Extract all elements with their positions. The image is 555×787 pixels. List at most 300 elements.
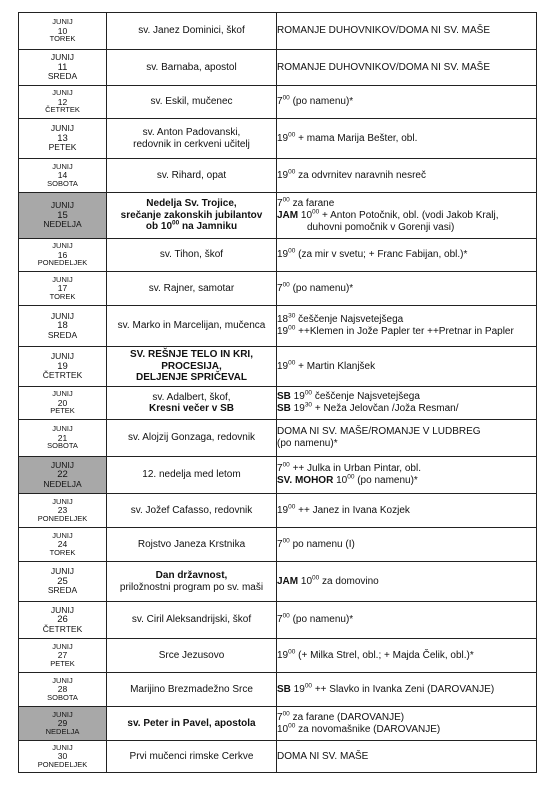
text-line — [107, 96, 276, 108]
schedule-row — [19, 673, 537, 707]
text-run: DOMA NI SV. MAŠE/ROMANJE V LUDBREG — [277, 426, 481, 437]
text-run: 10 — [298, 575, 313, 587]
day-number: 29 — [57, 718, 68, 729]
date-cell — [19, 193, 107, 239]
feast-cell — [107, 707, 277, 741]
text-run: 19 — [277, 360, 289, 372]
mass-intentions-cell — [277, 347, 537, 387]
weekday-label: SREDA — [47, 329, 78, 340]
weekday-label: SREDA — [47, 585, 78, 596]
text-run: (+ Milka Strel, obl.; + Majda Čelik, obl.)* — [295, 649, 474, 661]
text-line — [277, 25, 536, 37]
weekday-label: PONEDELJEK — [37, 513, 88, 523]
text-line — [277, 326, 536, 338]
weekday-label: TOREK — [49, 547, 76, 557]
text-run: (po namenu)* — [277, 438, 338, 449]
superscript-minutes: 00 — [288, 131, 296, 139]
date-cell — [19, 707, 107, 741]
mass-intentions-cell — [277, 602, 537, 639]
text-line — [107, 320, 276, 332]
mass-intentions-cell — [277, 457, 537, 494]
text-run: 10 — [298, 209, 313, 221]
day-number: 15 — [57, 209, 68, 221]
feast-cell — [107, 562, 277, 602]
text-line — [107, 403, 276, 415]
text-run: DOMA NI SV. MAŠE — [277, 750, 369, 762]
day-number: 28 — [57, 684, 68, 695]
superscript-minutes: 30 — [288, 312, 296, 320]
day-number: 27 — [57, 650, 68, 661]
text-line — [107, 127, 276, 139]
feast-cell — [107, 639, 277, 673]
text-run: za farane (DAROVANJE) — [289, 711, 405, 723]
month-label: JUNIJ — [52, 274, 73, 284]
text-run: SV. REŠNJE TELO IN KRI, — [130, 349, 253, 361]
schedule-row — [19, 420, 537, 457]
text-run: (za mir v svetu; + Franc Fabijan, obl.)* — [295, 249, 468, 260]
feast-cell — [107, 239, 277, 272]
text-run: + Martin Klanjšek — [295, 360, 376, 372]
text-run: 7 — [277, 282, 283, 294]
feast-cell — [107, 602, 277, 639]
date-cell — [19, 639, 107, 673]
text-line — [107, 25, 276, 37]
text-run: češčenje Najsvetejšega — [295, 314, 404, 325]
text-line — [277, 62, 536, 74]
month-label: JUNIJ — [52, 530, 73, 540]
date-cell — [19, 562, 107, 602]
schedule-row — [19, 159, 537, 193]
text-run: 7 — [277, 197, 283, 209]
day-number: 17 — [57, 283, 68, 294]
text-run: redovnik in cerkveni učitelj — [133, 138, 250, 150]
schedule-row — [19, 13, 537, 50]
text-run: za novomašnike (DAROVANJE) — [295, 723, 441, 735]
month-label: JUNIJ — [52, 709, 73, 719]
date-cell — [19, 306, 107, 347]
month-label: JUNIJ — [50, 200, 75, 211]
date-cell — [19, 741, 107, 773]
text-run: Marijino Brezmadežno Srce — [130, 683, 253, 695]
feast-cell — [107, 420, 277, 457]
schedule-row — [19, 741, 537, 773]
month-label: JUNIJ — [52, 496, 73, 506]
feast-cell — [107, 673, 277, 707]
weekday-label: SOBOTA — [47, 441, 78, 451]
text-run: PROCESIJA, — [161, 360, 222, 372]
text-run: sv. Rihard, opat — [156, 169, 227, 181]
text-run: sv. Anton Padovanski, — [142, 127, 241, 138]
feast-cell — [107, 457, 277, 494]
text-run: 7 — [277, 463, 283, 474]
text-line — [107, 372, 276, 384]
text-run: srečanje zakonskih jubilantov — [120, 209, 263, 221]
mass-intentions-cell — [277, 420, 537, 457]
weekday-label: ČETRTEK — [45, 105, 80, 115]
text-run: SB — [277, 683, 291, 695]
superscript-minutes: 00 — [282, 94, 290, 102]
text-run: za farane — [289, 197, 335, 209]
text-run: 19 — [277, 504, 289, 516]
schedule-row — [19, 347, 537, 387]
text-line — [277, 539, 536, 551]
text-run: ROMANJE DUHOVNIKOV/DOMA NI SV. MAŠE — [277, 25, 491, 36]
text-run: po namenu (I) — [289, 538, 355, 550]
day-number: 24 — [57, 539, 68, 550]
month-label: JUNIJ — [52, 88, 73, 98]
date-cell — [19, 159, 107, 193]
text-run: (po namenu)* — [289, 282, 354, 294]
text-run: JAM — [277, 209, 299, 221]
feast-cell — [107, 86, 277, 119]
text-run: sv. Alojzij Gonzaga, redovnik — [127, 432, 256, 444]
superscript-minutes: 00 — [347, 473, 355, 481]
text-run: 7 — [277, 711, 283, 723]
text-line — [107, 62, 276, 74]
superscript-minutes: 00 — [282, 537, 290, 545]
weekday-label: PETEK — [48, 142, 77, 153]
mass-intentions-cell — [277, 387, 537, 420]
text-line — [107, 582, 276, 594]
day-number: 14 — [57, 170, 68, 181]
text-line — [107, 139, 276, 151]
text-line — [277, 133, 536, 145]
date-cell — [19, 347, 107, 387]
mass-intentions-cell — [277, 193, 537, 239]
schedule-body — [19, 13, 537, 773]
text-run: za domovino — [319, 575, 379, 587]
text-line — [107, 249, 276, 261]
weekday-label: SREDA — [47, 71, 78, 82]
weekday-label: NEDELJA — [45, 726, 80, 736]
schedule-row — [19, 119, 537, 159]
superscript-minutes: 00 — [172, 219, 180, 227]
mass-intentions-cell — [277, 86, 537, 119]
text-line — [277, 391, 536, 403]
day-number: 22 — [57, 469, 68, 481]
weekday-label: SOBOTA — [47, 178, 78, 188]
text-line — [107, 432, 276, 444]
text-run: sv. Ciril Aleksandrijski, škof — [131, 614, 252, 626]
schedule-row — [19, 239, 537, 272]
text-line — [277, 751, 536, 763]
text-run: 12. nedelja med letom — [142, 469, 241, 481]
feast-cell — [107, 193, 277, 239]
mass-intentions-cell — [277, 741, 537, 773]
text-line — [277, 463, 536, 475]
weekday-label: NEDELJA — [43, 478, 82, 489]
text-run: ++ Julka in Urban Pintar, obl. — [289, 463, 421, 474]
schedule-row — [19, 306, 537, 347]
month-label: JUNIJ — [52, 424, 73, 434]
text-line — [277, 426, 536, 438]
text-run: 19 — [277, 649, 289, 661]
superscript-minutes: 00 — [288, 359, 296, 367]
text-run: (po namenu)* — [289, 614, 354, 625]
text-run: sv. Adalbert, škof, — [152, 391, 231, 403]
text-run: ++ Janez in Ivana Kozjek — [295, 504, 410, 516]
text-run: ob 10 — [145, 221, 173, 233]
day-number: 21 — [57, 432, 68, 443]
text-line — [277, 361, 536, 373]
day-number: 11 — [57, 61, 68, 73]
text-line — [107, 718, 276, 730]
feast-cell — [107, 159, 277, 193]
text-line — [277, 96, 536, 108]
text-line — [107, 614, 276, 626]
schedule-row — [19, 602, 537, 639]
superscript-minutes: 00 — [288, 247, 296, 255]
date-cell — [19, 119, 107, 159]
text-run: sv. Tihon, škof — [159, 249, 224, 261]
mass-intentions-cell — [277, 562, 537, 602]
text-run: Kresni večer v SB — [148, 403, 235, 414]
text-line — [277, 170, 536, 182]
text-run: češčenje Najsvetejšega — [312, 391, 420, 402]
date-cell — [19, 420, 107, 457]
month-label: JUNIJ — [50, 351, 75, 362]
text-line — [277, 505, 536, 517]
month-label: JUNIJ — [52, 742, 73, 752]
superscript-minutes: 00 — [282, 281, 290, 289]
day-number: 20 — [57, 397, 68, 408]
text-run: SB — [277, 403, 291, 414]
text-line — [277, 724, 536, 736]
text-run: 19 — [290, 391, 305, 402]
weekday-label: ČETRTEK — [42, 623, 83, 634]
text-line — [107, 283, 276, 295]
superscript-minutes: 00 — [312, 574, 320, 582]
text-run: za odvrnitev naravnih nesreč — [295, 169, 426, 181]
month-label: JUNIJ — [52, 641, 73, 651]
date-cell — [19, 86, 107, 119]
text-run: 19 — [277, 169, 289, 181]
weekday-label: TOREK — [49, 34, 76, 44]
text-run: SB — [277, 391, 291, 402]
date-cell — [19, 239, 107, 272]
text-run: 19 — [290, 403, 305, 414]
text-line — [107, 170, 276, 182]
day-number: 26 — [57, 614, 68, 626]
text-line — [277, 403, 536, 415]
text-line — [277, 438, 536, 450]
text-line — [107, 650, 276, 662]
superscript-minutes: 00 — [312, 208, 320, 216]
date-cell — [19, 528, 107, 562]
feast-cell — [107, 306, 277, 347]
month-label: JUNIJ — [52, 17, 73, 27]
text-run: 19 — [277, 132, 289, 144]
text-line — [107, 392, 276, 404]
date-cell — [19, 50, 107, 86]
mass-intentions-cell — [277, 239, 537, 272]
feast-cell — [107, 13, 277, 50]
schedule-row — [19, 457, 537, 494]
feast-cell — [107, 50, 277, 86]
mass-intentions-cell — [277, 119, 537, 159]
text-run: Nedelja Sv. Trojice, — [146, 198, 237, 210]
mass-intentions-cell — [277, 13, 537, 50]
text-line — [277, 475, 536, 487]
schedule-row — [19, 494, 537, 528]
mass-intentions-cell — [277, 673, 537, 707]
text-line — [107, 505, 276, 517]
text-line — [107, 361, 276, 373]
text-run: (po namenu)* — [289, 96, 354, 107]
text-run: 10 — [333, 475, 348, 486]
mass-intentions-cell — [277, 272, 537, 306]
text-run: sv. Janez Dominici, škof — [138, 25, 245, 37]
text-run: sv. Jožef Cafasso, redovnik — [130, 504, 253, 516]
weekday-label: PONEDELJEK — [37, 759, 88, 769]
day-number: 10 — [57, 25, 68, 36]
text-line — [277, 650, 536, 662]
day-number: 13 — [57, 132, 68, 144]
superscript-minutes: 00 — [288, 168, 296, 176]
mass-intentions-cell — [277, 639, 537, 673]
text-line — [277, 283, 536, 295]
feast-cell — [107, 494, 277, 528]
text-run: (po namenu)* — [354, 475, 418, 486]
day-number: 12 — [57, 96, 68, 107]
weekday-label: PETEK — [50, 658, 75, 668]
schedule-row — [19, 707, 537, 741]
text-run: sv. Rajner, samotar — [148, 282, 235, 294]
schedule-row — [19, 272, 537, 306]
date-cell — [19, 272, 107, 306]
text-run: ++ Slavko in Ivanka Zeni (DAROVANJE) — [312, 683, 495, 695]
month-label: JUNIJ — [50, 566, 75, 577]
superscript-minutes: 00 — [288, 722, 296, 730]
month-label: JUNIJ — [50, 310, 75, 321]
date-cell — [19, 457, 107, 494]
schedule-row — [19, 50, 537, 86]
text-run: ++Klemen in Jože Papler ter ++Pretnar in Papler — [295, 326, 514, 337]
day-number: 30 — [57, 751, 68, 762]
text-run: Dan državnost, — [155, 570, 228, 581]
day-number: 16 — [57, 249, 68, 260]
text-run: sv. Barnaba, apostol — [146, 61, 237, 73]
weekday-label: SOBOTA — [47, 692, 78, 702]
date-cell — [19, 387, 107, 420]
text-run: sv. Eskil, mučenec — [150, 96, 233, 108]
text-line — [277, 314, 536, 326]
day-number: 19 — [57, 360, 68, 372]
text-run: JAM — [277, 575, 299, 587]
schedule-row — [19, 387, 537, 420]
weekday-label: ČETRTEK — [42, 370, 83, 381]
text-run: + Anton Potočnik, obl. (vodi Jakob Kralj, — [319, 209, 499, 221]
text-run: Srce Jezusovo — [158, 649, 225, 661]
schedule-row — [19, 193, 537, 239]
text-line — [277, 222, 536, 234]
superscript-minutes: 00 — [288, 648, 296, 656]
superscript-minutes: 00 — [288, 324, 296, 332]
day-number: 23 — [57, 505, 68, 516]
text-run: 7 — [277, 96, 283, 107]
month-label: JUNIJ — [52, 161, 73, 171]
text-line — [107, 469, 276, 481]
feast-cell — [107, 528, 277, 562]
superscript-minutes: 00 — [288, 503, 296, 511]
schedule-table — [18, 12, 537, 773]
text-run: Prvi mučenci rimske Cerkve — [129, 750, 254, 762]
mass-intentions-cell — [277, 528, 537, 562]
text-run: SV. MOHOR — [277, 475, 334, 486]
text-line — [277, 249, 536, 261]
text-line — [107, 349, 276, 361]
text-run: ROMANJE DUHOVNIKOV/DOMA NI SV. MAŠE — [277, 61, 491, 73]
mass-intentions-cell — [277, 159, 537, 193]
month-label: JUNIJ — [50, 604, 75, 615]
text-run: DELJENJE SPRIČEVAL — [136, 372, 247, 384]
feast-cell — [107, 272, 277, 306]
text-run: 18 — [277, 314, 289, 325]
text-line — [107, 570, 276, 582]
text-run: na Jamniku — [179, 221, 238, 233]
feast-cell — [107, 741, 277, 773]
text-line — [107, 751, 276, 763]
month-label: JUNIJ — [52, 389, 73, 399]
date-cell — [19, 13, 107, 50]
mass-intentions-cell — [277, 306, 537, 347]
text-line — [277, 712, 536, 724]
schedule-row — [19, 639, 537, 673]
schedule-row — [19, 86, 537, 119]
text-run: duhovni pomočnik v Gorenji vasi) — [307, 221, 455, 233]
mass-intentions-cell — [277, 50, 537, 86]
text-line — [107, 221, 276, 233]
text-run: 19 — [277, 326, 289, 337]
text-line — [277, 614, 536, 626]
text-run: 7 — [277, 614, 283, 625]
mass-intentions-cell — [277, 494, 537, 528]
text-run: 19 — [277, 249, 289, 260]
text-line — [107, 684, 276, 696]
feast-cell — [107, 119, 277, 159]
superscript-minutes: 00 — [282, 461, 290, 469]
date-cell — [19, 673, 107, 707]
text-run: + mama Marija Bešter, obl. — [295, 132, 418, 144]
text-run: sv. Marko in Marcelijan, mučenca — [117, 320, 266, 332]
month-label: JUNIJ — [50, 52, 75, 63]
weekday-label: PETEK — [50, 406, 75, 416]
text-run: 10 — [277, 723, 289, 735]
text-line — [277, 210, 536, 222]
day-number: 25 — [57, 575, 68, 587]
mass-intentions-cell — [277, 707, 537, 741]
day-number: 18 — [57, 320, 68, 332]
superscript-minutes: 00 — [304, 389, 313, 397]
superscript-minutes: 30 — [304, 401, 313, 409]
superscript-minutes: 00 — [282, 612, 290, 620]
text-line — [107, 539, 276, 551]
superscript-minutes: 00 — [304, 682, 313, 690]
text-run: 19 — [290, 683, 305, 695]
text-run: + Neža Jelovčan /Joža Resman/ — [312, 403, 459, 414]
text-run: Rojstvo Janeza Krstnika — [137, 538, 246, 550]
month-label: JUNIJ — [50, 123, 75, 134]
superscript-minutes: 00 — [282, 710, 290, 718]
month-label: JUNIJ — [50, 459, 75, 470]
schedule-row — [19, 562, 537, 602]
month-label: JUNIJ — [52, 241, 73, 251]
text-run: priložnostni program po sv. maši — [119, 581, 264, 593]
weekday-label: PONEDELJEK — [37, 258, 88, 268]
text-run: sv. Peter in Pavel, apostola — [127, 717, 256, 729]
weekday-label: NEDELJA — [43, 219, 82, 230]
text-line — [107, 198, 276, 210]
